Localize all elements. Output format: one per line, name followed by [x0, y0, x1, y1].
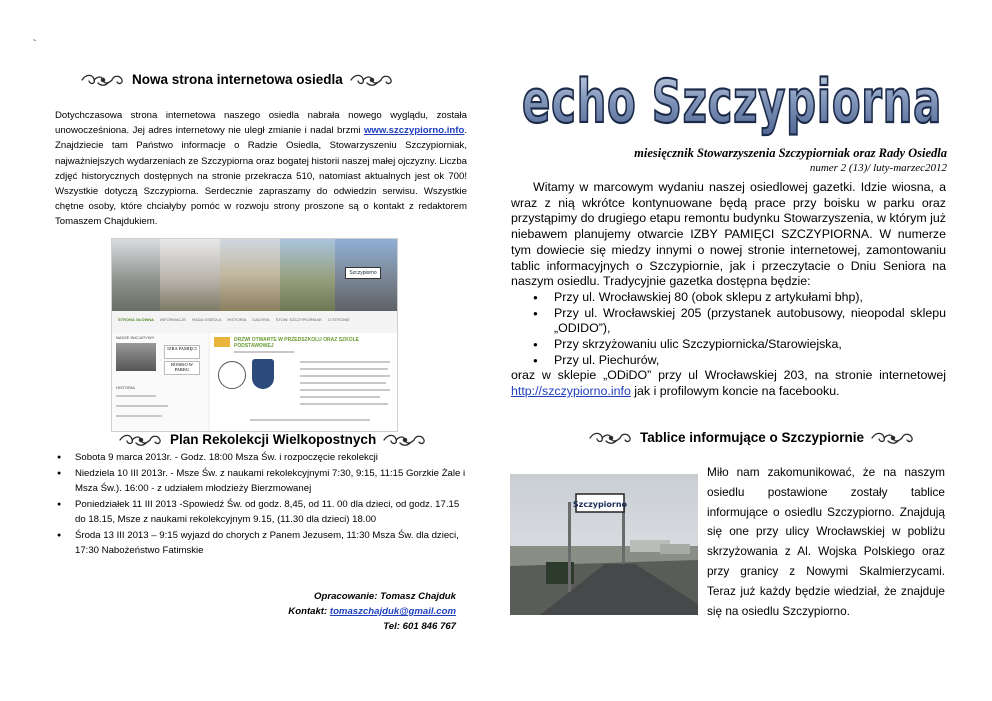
section-title-new-website — [80, 72, 395, 87]
sign-text: Szczypiorno — [572, 500, 628, 509]
list-item: ● Przy ul. Wrocławskiej 80 (obok sklepu z artykułami bhp), — [511, 290, 946, 306]
masthead — [510, 60, 950, 142]
credits-author: Opracowanie: Tomasz Chajduk — [314, 591, 456, 602]
section-title-signs — [588, 430, 916, 445]
sidebar-thumb-izba: IZBA PAMIĘCI — [164, 345, 200, 359]
sidebar-thumb-boisko: BOISKO W PARKU — [164, 361, 200, 375]
outro-text: oraz w sklepie „ODiDO” przy ul Wrocławskiej 203, na stronie internetowej — [511, 368, 946, 383]
sidebar-photo — [116, 343, 156, 371]
section-title-plan — [118, 432, 428, 447]
website-screenshot — [111, 238, 398, 432]
ornament-icon — [80, 74, 126, 86]
section-title-text: Tablice informujące o Szczypiornie — [640, 430, 865, 445]
nav-item: RADA OSIEDLA — [192, 317, 222, 322]
retreat-schedule — [55, 450, 470, 559]
website-nav — [112, 315, 397, 325]
website-main — [210, 333, 397, 431]
list-item: ● Przy skrzyżowaniu ulic Szczypiornicka/Starowiejska, — [511, 337, 946, 353]
website-link[interactable]: www.szczypiorno.info — [363, 125, 465, 137]
intro-text: Witamy w marcowym wydaniu naszej osiedlowej gazetki. Idzie wiosna, a wraz z nią wkrótce kontynuowane będą prace przy boisku w parku oraz przystąpimy do drugiego etapu remontu budynku Stowarzyszenia, w którym już niebawem planujemy otwarcie IZBY PAMIĘCI SZCZYPIORNA. W numerze tym dowiecie się miedzy innymi o nowej stronie internetowej, zamontowaniu tablic informacyjnych o Szczypiornie, jak i przeczytacie o Dniu Seniora na naszym osiedlu. Tradycyjnie gazetka dostępna będzie: — [511, 180, 946, 289]
site-link[interactable]: http://szczypiorno.info — [511, 384, 631, 399]
sign-photo — [510, 474, 698, 615]
date-badge — [214, 337, 230, 347]
ornament-icon — [870, 432, 916, 444]
list-item: ● Niedziela 10 III 2013r. - Msze Św. z naukami rekolekcyjnymi 7:30, 9:15, 11:15 Gorzkie Żale i Msza Św.). 16:00 - z udziałem młodzieży Bierzmowanej — [55, 466, 470, 497]
signs-article: Miło nam zakomunikować, że na naszym osiedlu postawione zostały tablice informujące o osiedlu Szczypiorno. Znajdują się one przy ulicy Wrocławskiej w pobliżu skrzyżowania z Al. Wojska Polskiego oraz przy granicy z Nowymi Skalmierzycami. Teraz już każdy będzie wiedział, że znajduje się na osiedlu Szczypiorno. — [707, 465, 945, 618]
sidebar-heading: NASZE INICJATYWY — [116, 335, 155, 340]
section-title-text: Nowa strona internetowa osiedla — [132, 72, 343, 87]
ornament-icon — [349, 74, 395, 86]
ornament-icon — [382, 434, 428, 446]
list-item: ● Przy ul. Wrocławskiej 205 (przystanek autobusowy, nieopodal sklepu „ODIDO”), — [511, 306, 946, 337]
sign-icon: Szczypiorno — [345, 267, 381, 279]
website-sidebar — [112, 333, 208, 431]
nav-item: INFORMACJE — [160, 317, 187, 322]
distribution-list — [511, 290, 946, 369]
issue-number: numer 2 (13)/ luty-marzec2012 — [809, 162, 947, 174]
intro-article — [511, 180, 946, 400]
list-item: ● Poniedziałek 11 III 2013 -Spowiedź Św. od godz. 8,45, od 11. 00 dla dzieci, od godz. 17.15 do 18.15, Msze z naukami rekolekcyjnym 9.15, (11.30 dla dzieci) 18.00 — [55, 497, 470, 528]
nav-item: O STRONIE — [327, 317, 350, 322]
contact-label: Kontakt: — [288, 606, 330, 617]
sidebar-heading: HISTORIA — [116, 385, 135, 390]
ornament-icon — [118, 434, 164, 446]
credits-phone: Tel: 601 846 767 — [383, 621, 456, 632]
corner-mark: ` — [33, 39, 37, 50]
website-banner — [112, 239, 397, 311]
credits — [288, 589, 456, 634]
nav-item: STOW. SZCZYPIORNIAK — [275, 317, 322, 322]
nav-item: HISTORIA — [227, 317, 247, 322]
ornament-icon — [588, 432, 634, 444]
email-link[interactable]: tomaszchajduk@gmail.com — [329, 606, 456, 617]
subtitle: miesięcznik Stowarzyszenia Szczypiorniak oraz Rady Osiedla — [634, 146, 947, 160]
section-title-text: Plan Rekolekcji Wielkopostnych — [170, 432, 377, 447]
outro-text: jak i profilowym koncie na facebooku. — [630, 384, 840, 399]
shield-icon — [252, 359, 274, 389]
nav-item: STRONA GŁÓWNA — [118, 317, 155, 322]
emblem-icon — [218, 361, 246, 389]
list-item: ● Przy ul. Piechurów, — [511, 353, 946, 369]
article-text: Dotychczasowa strona internetowa naszego osiedla nabrała nowego wyglądu, została unowocześniona. Jej adres internetowy nie uległ zmianie i nadal brzmi — [55, 110, 467, 137]
list-item: ● Środa 13 III 2013 – 9:15 wyjazd do chorych z Panem Jezusem, 11:30 Msza Św. dla dzieci, 17:30 Nabożeństwo Fatimskie — [55, 528, 470, 559]
new-website-article — [55, 108, 467, 230]
article-title: DRZWI OTWARTE W PRZEDSZKOLU ORAZ SZKOLE PODSTAWOWEJ — [234, 337, 359, 349]
credits-contact — [288, 604, 456, 619]
masthead-logo — [510, 60, 950, 142]
nav-item: GALERIA — [252, 317, 270, 322]
list-item: ● Sobota 9 marca 2013r. - Godz. 18:00 Msza Św. i rozpoczęcie rekolekcji — [55, 450, 470, 466]
article-text: . Znajdziecie tam Państwo informacje o Radzie Osiedla, Stowarzyszeniu Szczypiorniak, najważniejszych wydarzeniach ze Szczypiorna oraz bogatej historii naszej małej ojczyzny. Liczba zdjęć historycznych dostępnych na stronie przekracza 510, natomiast aktualnych jest ok 700! Wszystkie dotyczą Szczypiorna. Serdecznie zapraszamy do odwiedzin serwisu. Wszystkie chętne osoby, które chciałyby pomóc w rozwoju strony proszone są o kontakt z redaktorem Tomaszem Chajdukiem. — [55, 125, 468, 228]
masthead-title: echo Szczypiorna — [522, 67, 942, 137]
